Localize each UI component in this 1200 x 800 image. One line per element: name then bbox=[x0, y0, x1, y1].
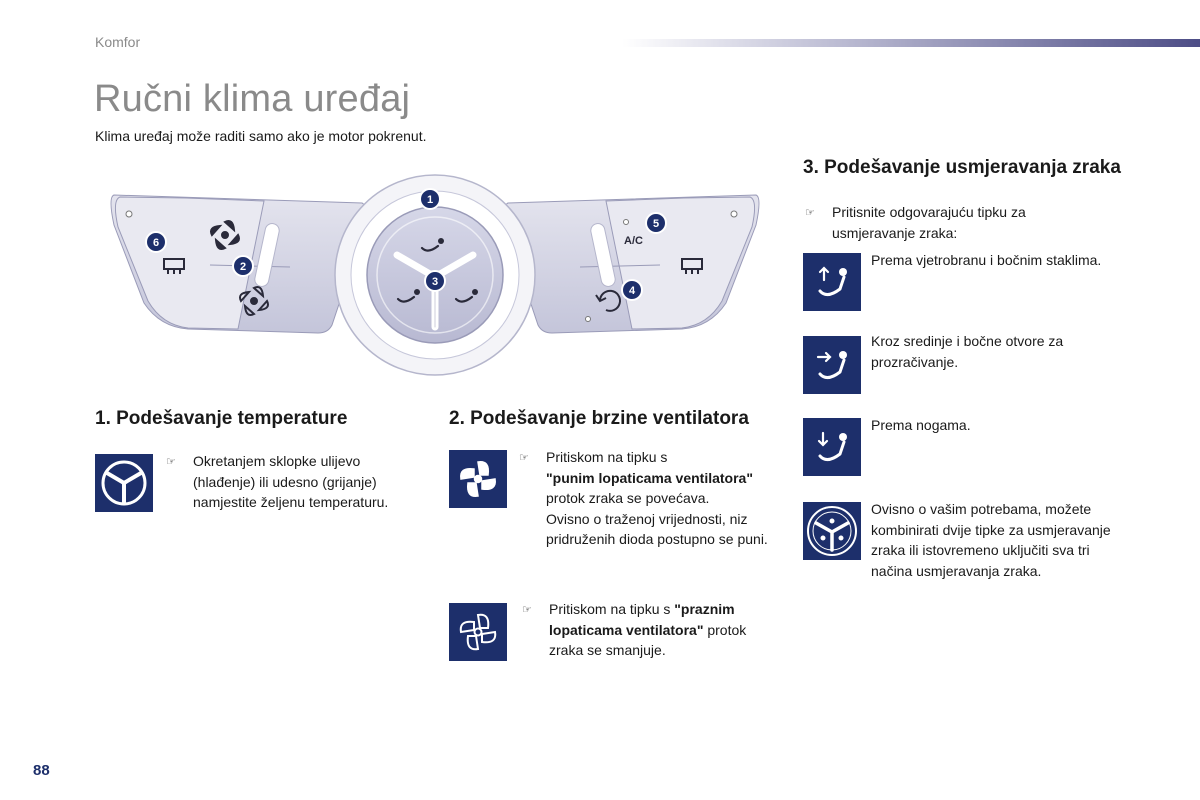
face-airflow-icon bbox=[803, 336, 861, 394]
climate-panel-illustration bbox=[100, 165, 770, 385]
callout-1 bbox=[420, 189, 440, 209]
section3-heading: 3. Podešavanje usmjeravanja zraka bbox=[803, 157, 1121, 178]
svg-text:3: 3 bbox=[431, 276, 439, 288]
page-title: Ručni klima uređaj bbox=[94, 78, 411, 120]
section1-text: Okretanjem sklopke ulijevo (hlađenje) ili udesno (grijanje) namjestite željenu temperaturu. bbox=[193, 453, 389, 510]
callout-4 bbox=[622, 280, 642, 300]
section2-heading: 2. Podešavanje brzine ventilatora bbox=[449, 408, 749, 429]
section3-item1-text: Prema vjetrobranu i bočnim staklima. bbox=[871, 252, 1102, 268]
callout-5 bbox=[646, 213, 666, 233]
svg-text:1: 1 bbox=[426, 194, 434, 206]
svg-text:5: 5 bbox=[652, 218, 660, 230]
callout-6 bbox=[146, 232, 166, 252]
bullet-icon: ☞ bbox=[522, 604, 532, 616]
callout-3 bbox=[425, 271, 445, 291]
combined-airflow-icon bbox=[803, 502, 861, 560]
section3-item2-text: Kroz sredinje i bočne otvore za prozračivanje. bbox=[871, 333, 1064, 370]
section2-item2-text: Pritiskom na tipku s "praznim lopaticama ventilatora" protok zraka se smanjuje. bbox=[549, 601, 747, 658]
page-number: 88 bbox=[33, 762, 50, 779]
svg-text:6: 6 bbox=[152, 237, 160, 249]
svg-text:2: 2 bbox=[239, 261, 247, 273]
svg-text:4: 4 bbox=[628, 285, 636, 297]
windscreen-airflow-icon bbox=[803, 253, 861, 311]
bullet-icon: ☞ bbox=[805, 207, 815, 219]
fan-empty-icon bbox=[449, 603, 507, 661]
section-label: Komfor bbox=[95, 34, 141, 50]
feet-airflow-icon bbox=[803, 418, 861, 476]
fan-full-icon bbox=[449, 450, 507, 508]
header-rule bbox=[622, 39, 1200, 47]
section3-item4-text: Ovisno o vašim potrebama, možete kombinirati dvije tipke za usmjeravanje zraka ili istovremeno uključiti sva tri načina usmjeravanja zraka. bbox=[871, 501, 1111, 579]
section3-item3-text: Prema nogama. bbox=[871, 417, 971, 433]
intro-text: Klima uređaj može raditi samo ako je motor pokrenut. bbox=[95, 128, 427, 144]
temperature-dial-icon bbox=[95, 454, 153, 512]
bullet-icon: ☞ bbox=[519, 452, 529, 464]
callout-2 bbox=[233, 256, 253, 276]
section2-item1-text: Pritiskom na tipku s "punim lopaticama ventilatora" protok zraka se povećava. Ovisno o traženoj vrijednosti, niz pridruženih dioda postupno se puni. bbox=[546, 449, 768, 547]
ac-button-label: A/C bbox=[624, 235, 643, 247]
section3-intro: Pritisnite odgovarajuću tipku za usmjeravanje zraka: bbox=[832, 204, 1026, 241]
bullet-icon: ☞ bbox=[166, 456, 176, 468]
section1-heading: 1. Podešavanje temperature bbox=[95, 408, 348, 429]
